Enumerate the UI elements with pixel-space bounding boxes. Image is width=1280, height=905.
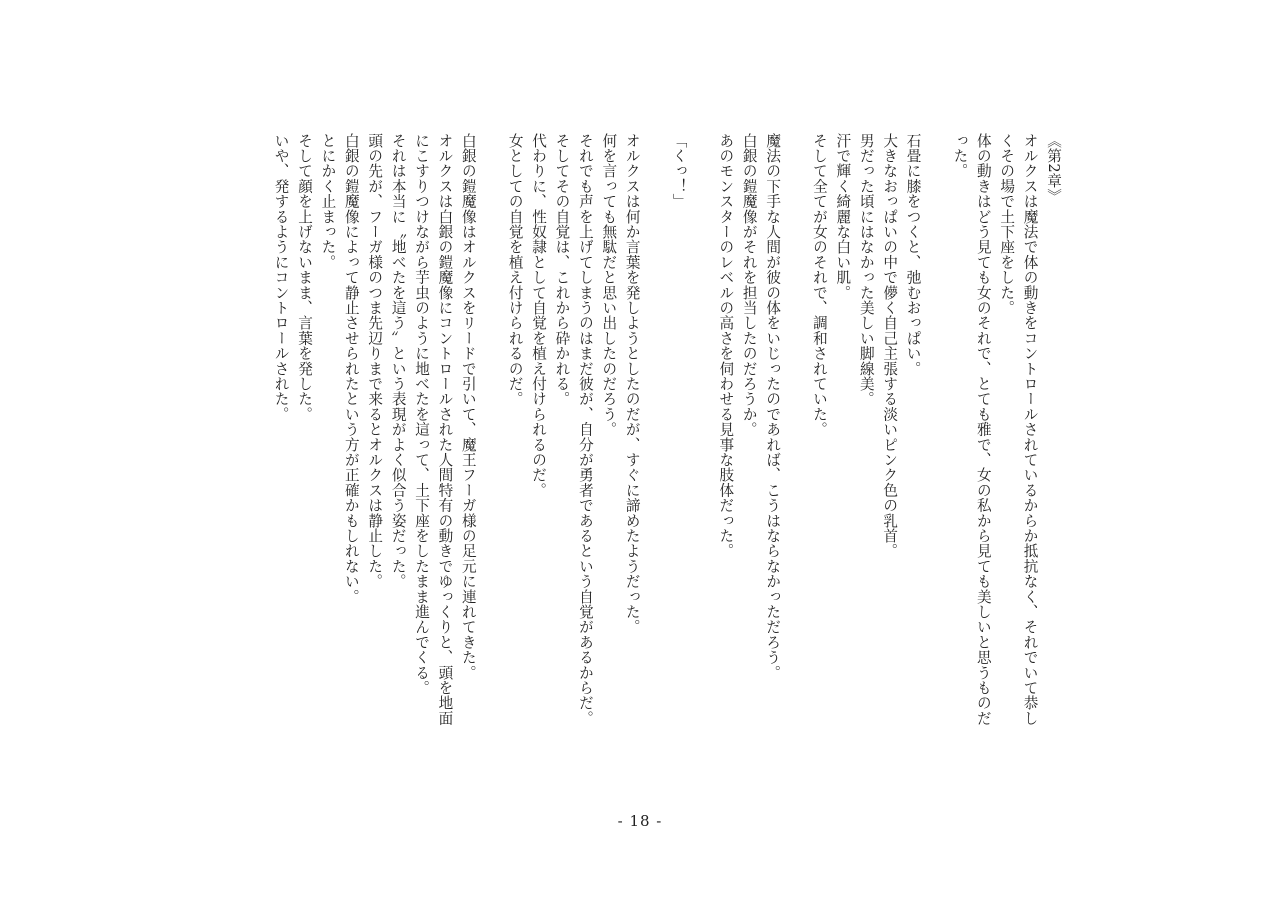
text-line: 白銀の鎧魔像がそれを担当したのだろうか。	[740, 133, 758, 437]
blank-line	[925, 133, 948, 773]
text-line: とにかく止まった。	[319, 133, 337, 270]
text-line: 大きなおっぱいの中で儚く自己主張する淡いピンク色の乳首。	[881, 133, 899, 559]
text-line: 汗で輝く綺麗な白い肌。	[834, 133, 852, 301]
text-line: いや、発するようにコントロールされた。	[272, 133, 290, 422]
text-line: それでも声を上げてしまうのはまだ彼が、自分が勇者であるという自覚があるからだ。	[576, 133, 594, 726]
text-line: 石畳に膝をつくと、弛むおっぱい。	[904, 133, 922, 377]
text-line: そして顔を上げないまま、言葉を発した。	[296, 133, 313, 422]
chapter-heading: 《第2章》	[1045, 133, 1062, 204]
blank-line	[480, 133, 503, 773]
text-line: くその場で土下座をした。	[998, 133, 1016, 316]
blank-line	[691, 133, 714, 773]
text-line: 体の動きはどう見ても女のそれで、とても雅で、女の私から見ても美しいと思うものだ	[974, 133, 992, 726]
text-line: そしてその自覚は、これから砕かれる。	[553, 133, 571, 407]
text-line: 魔法の下手な人間が彼の体をいじったのであれば、こうはならなかっただろう。	[764, 133, 782, 681]
text-line: 女としての自覚を植え付けられるのだ。	[506, 133, 524, 407]
text-line: 「くっ！」	[670, 133, 688, 209]
blank-line	[644, 133, 667, 773]
body-text	[269, 133, 1065, 773]
text-line: 男だった頃にはなかった美しい脚線美。	[857, 133, 875, 407]
page-number: - 18 -	[617, 812, 663, 830]
text-line: 白銀の鎧魔像によって静止させられたという方が正確かもしれない。	[342, 133, 360, 605]
text-line: 代わりに、性奴隷として自覚を植え付けられるのだ。	[530, 133, 548, 498]
text-line: オルクスは魔法で体の動きをコントロールされているからか抵抗なく、それでいて恭し	[1021, 133, 1039, 726]
text-line: あのモンスターのレベルの高さを伺わせる見事な肢体だった。	[717, 133, 735, 559]
blank-line	[784, 133, 807, 773]
text-line: そして全てが女のそれで、調和されていた。	[810, 133, 828, 437]
text-line: った。	[951, 133, 969, 179]
text-line: オルクスは白銀の鎧魔像にコントロールされた人間特有の動きでゆっくりと、頭を地面	[436, 133, 454, 726]
text-line: 頭の先が、フーガ様のつま先辺りまで来るとオルクスは静止した。	[366, 133, 384, 589]
text-line: それは本当に〝地べたを這う〟という表現がよく似合う姿だった。	[389, 133, 407, 589]
text-line: 何を言っても無駄だと思い出したのだろう。	[600, 133, 618, 437]
text-line: オルクスは何か言葉を発しようとしたのだが、すぐに諦めたようだった。	[623, 133, 641, 635]
text-line: 白銀の鎧魔像はオルクスをリードで引いて、魔王フーガ様の足元に連れてきた。	[459, 133, 477, 681]
text-line: にこすりつけながら芋虫のように地べたを這って、土下座をしたまま進んでくる。	[413, 133, 431, 696]
